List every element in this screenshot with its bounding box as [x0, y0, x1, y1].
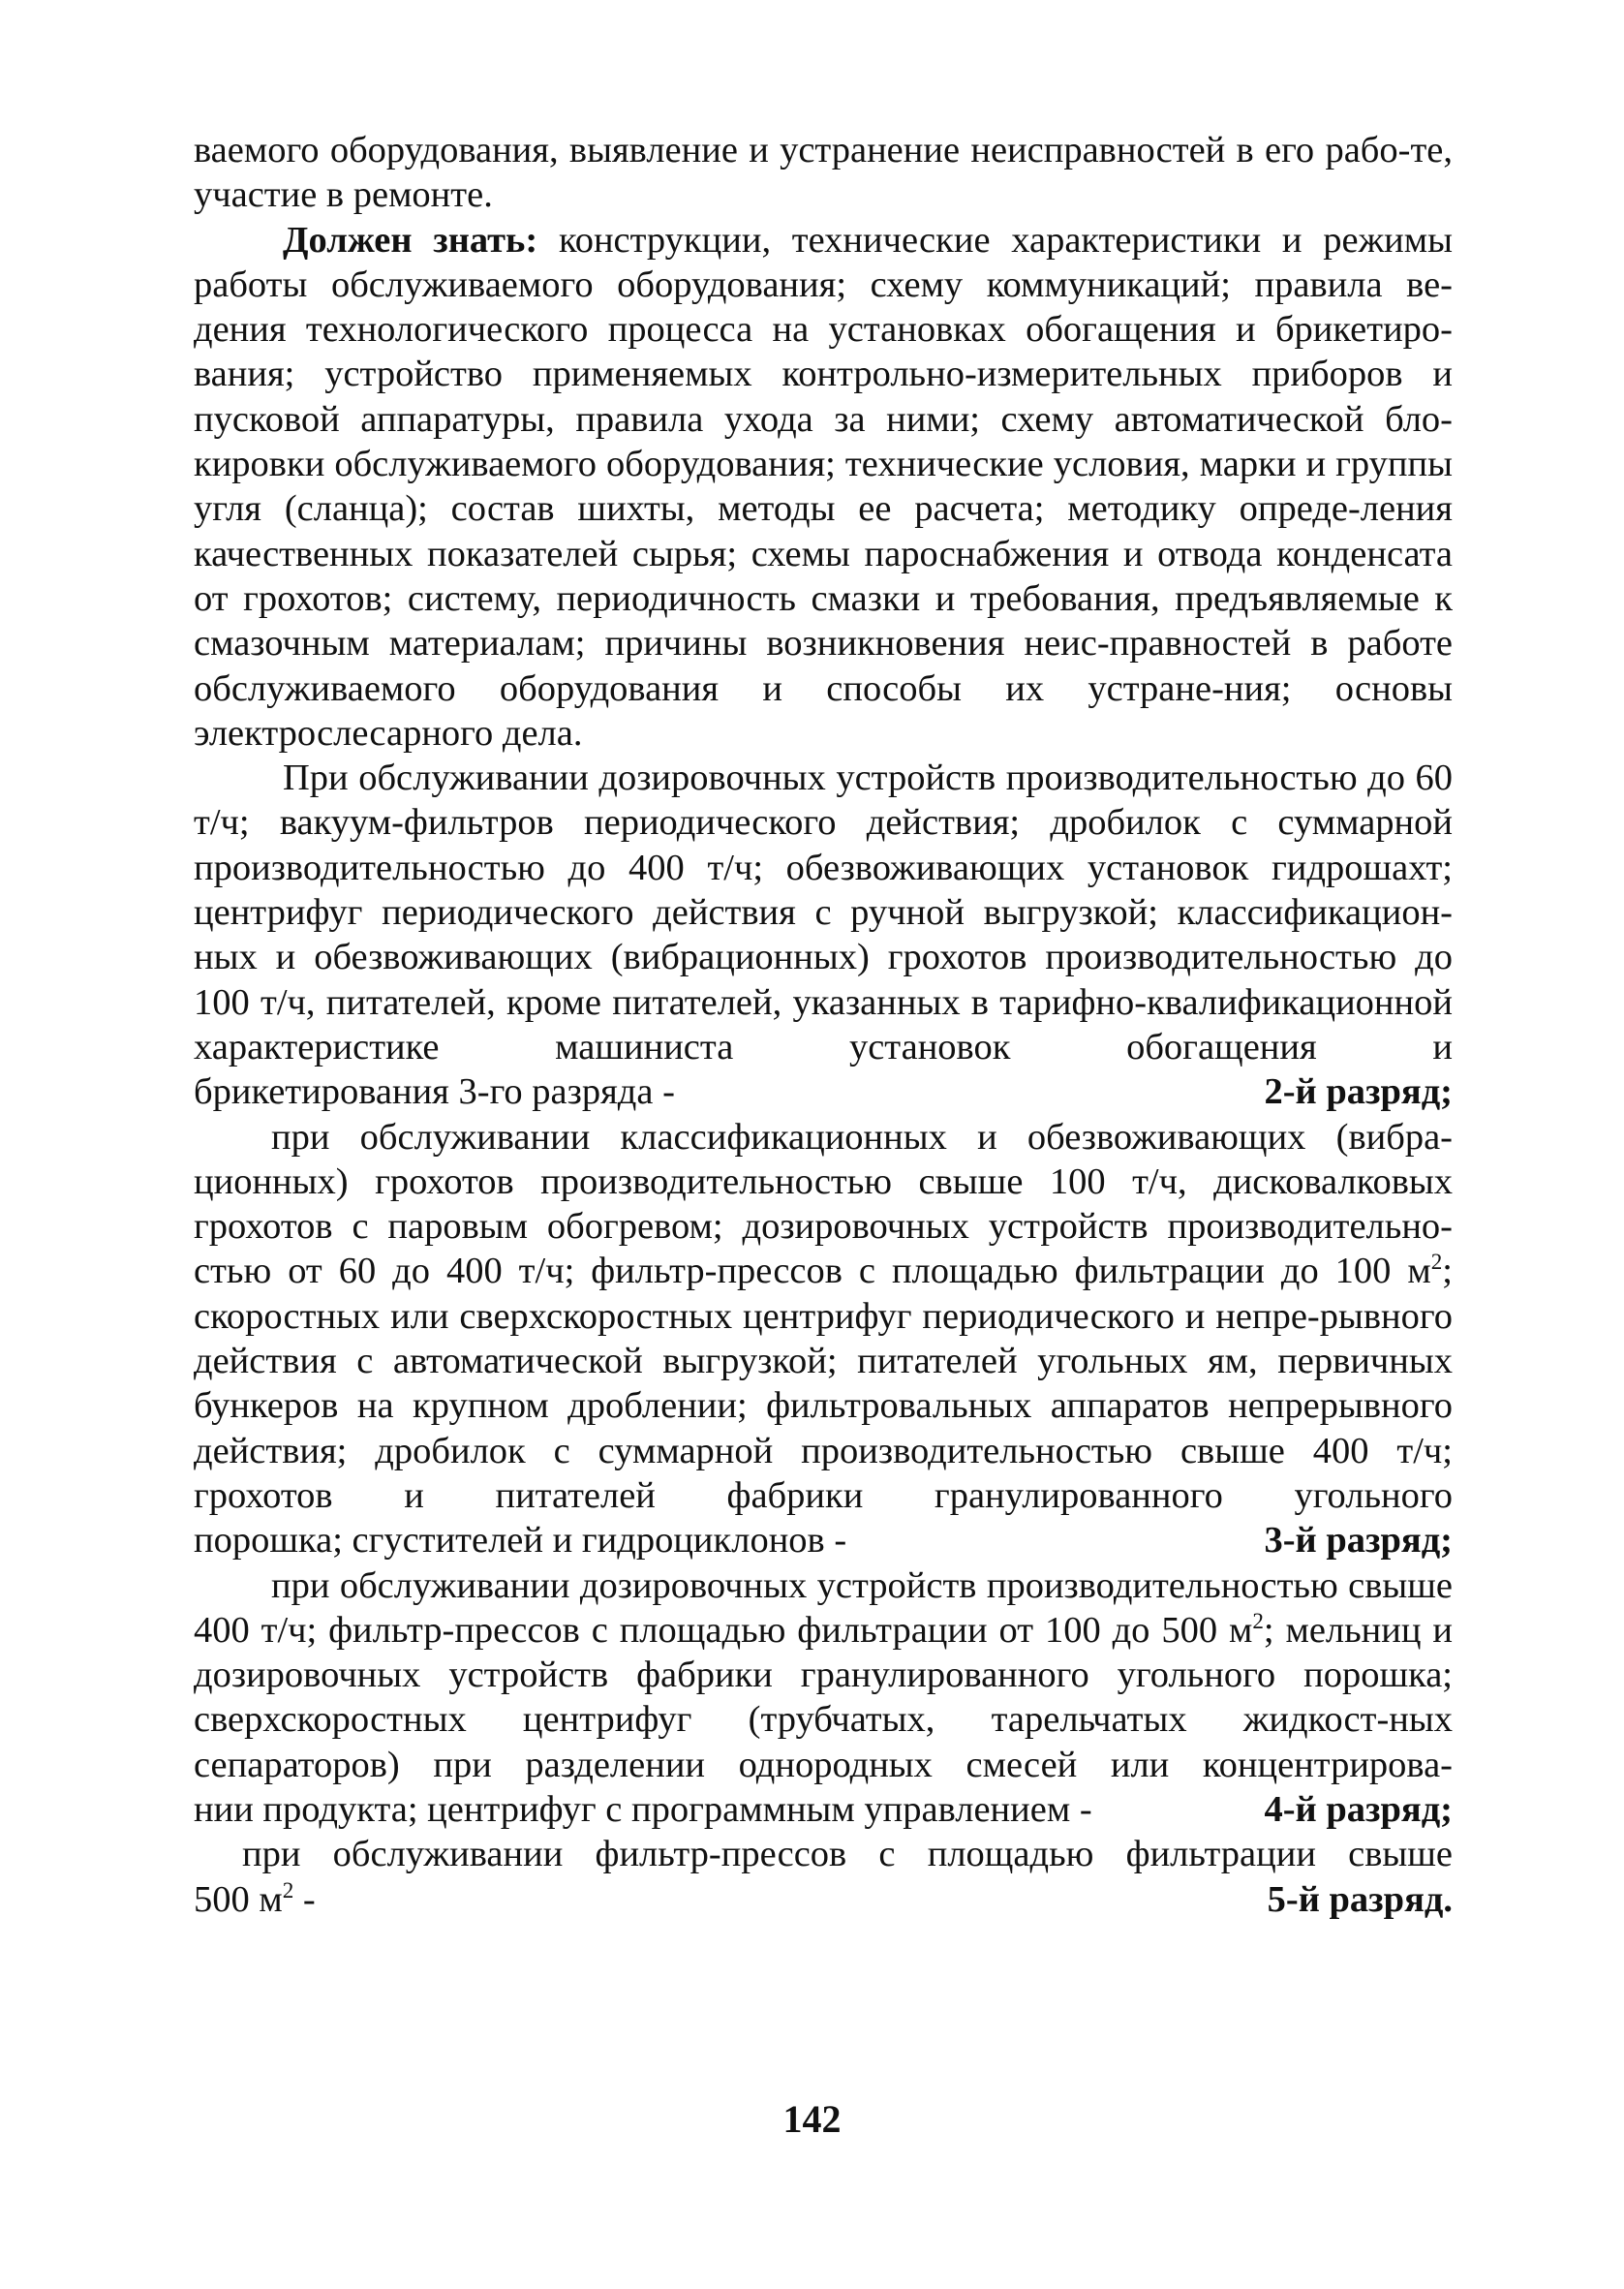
grade-5-line — [194, 1877, 1453, 1922]
grade-4-tail: нии продукта; центрифуг с программным управлением - — [194, 1788, 1092, 1830]
grade-5-label: 5-й разряд. — [1267, 1878, 1453, 1920]
grade-3-tail: порошка; сгустителей и гидроциклонов - — [194, 1520, 847, 1562]
grade-5-tail-dash: - — [293, 1878, 316, 1920]
grade-4-text-a: при обслуживании дозировочных устройств производительностью свыше 400 т/ч; фильтр-прессов с площадью фильтрации от 100 до 500 м — [194, 1564, 1453, 1651]
grade-4-line — [194, 1787, 1453, 1832]
grade-5-superscript: 2 — [282, 1876, 294, 1902]
must-know-text: конструкции, технические характеристики и режимы работы обслуживаемого оборудования; схему коммуникаций; правила ве-дения технологического процесса на установках обогащения и брикетиро-вания; устройство применяемых контрольно-измерительных приборов и пусковой аппаратуры, правила ухода за ними; схему автоматической бло-кировки обслуживаемого оборудования; технические условия, марки и группы угля (сланца); состав шихты, методы ее расчета; методику опреде-ления качественных показателей сырья; схемы пароснабжения и отвода конденсата от грохотов; систему, периодичность смазки и требования, предъявляемые к смазочным материалам; причины возникновения неис-правностей в работе обслуживаемого оборудования и способы их устране-ния; основы электрослесарного дела. — [194, 219, 1453, 754]
must-know-heading: Должен знать: — [283, 219, 538, 261]
grade-4-superscript: 2 — [1252, 1607, 1264, 1633]
page-number: 142 — [782, 2097, 842, 2141]
grade-block-2 — [194, 756, 1453, 1114]
grade-block-3 — [194, 1115, 1453, 1563]
grade-2-text: При обслуживании дозировочных устройств производительностью до 60 т/ч; вакуум-фильтров периодического действия; дробилок с суммарной производительностью до 400 т/ч; обезвоживающих установок гидрошахт; центрифуг периодического действия с ручной выгрузкой; классификацион-ных и обезвоживающих (вибрационных) грохотов производительностью до 100 т/ч, питателей, кроме питателей, указанных в тарифно-квалификационной характеристике машиниста установок обогащения и — [194, 758, 1453, 1067]
grade-2-label: 2-й разряд; — [1264, 1071, 1453, 1113]
grade-2-line — [194, 1069, 1453, 1114]
grade-3-text-b: ; скоростных или сверхскоростных центрифуг периодического и непре-рывного действия с автоматической выгрузкой; питателей угольных ям, первичных бункеров на крупном дроблении; фильтровальных аппаратов непрерывного действия; дробилок с суммарной производительностью свыше 400 т/ч; грохотов и питателей фабрики гранулированного угольного — [194, 1251, 1453, 1516]
grade-5-tail-text: 500 м — [194, 1878, 283, 1920]
paragraph-must-know — [194, 218, 1453, 757]
grade-5-conditions — [194, 1832, 1453, 1876]
grade-block-5 — [194, 1832, 1453, 1922]
grade-5-tail — [194, 1877, 316, 1922]
grade-3-conditions — [194, 1115, 1453, 1519]
grade-3-line — [194, 1518, 1453, 1562]
grade-2-conditions — [194, 756, 1453, 1069]
grade-4-conditions — [194, 1563, 1453, 1787]
grade-4-text-b: ; мельниц и дозировочных устройств фабрики гранулированного угольного порошка; сверхскоростных центрифуг (трубчатых, тарельчатых жидкост-ных сепараторов) при разделении однородных смесей или концентрирова- — [194, 1609, 1453, 1785]
paragraph-duties-continuation — [194, 128, 1453, 218]
text-column — [194, 128, 1453, 1922]
grade-3-text-a: при обслуживании классификационных и обезвоживающих (вибра-ционных) грохотов производительностью свыше 100 т/ч, дисковалковых грохотов с паровым обогревом; дозировочных устройств производительно-стью от 60 до 400 т/ч; фильтр-прессов с площадью фильтрации до 100 м — [194, 1116, 1453, 1292]
grade-3-label: 3-й разряд; — [1264, 1520, 1453, 1562]
grade-3-superscript: 2 — [1430, 1249, 1443, 1275]
grade-2-tail: брикетирования 3-го разряда - — [194, 1071, 675, 1113]
grade-4-label: 4-й разряд; — [1264, 1788, 1453, 1830]
grade-block-4 — [194, 1563, 1453, 1833]
paragraph-text: ваемого оборудования, выявление и устранение неисправностей в его рабо-те, участие в ремонте. — [194, 130, 1453, 216]
grade-5-text: при обслуживании фильтр-прессов с площадью фильтрации свыше — [242, 1834, 1453, 1875]
